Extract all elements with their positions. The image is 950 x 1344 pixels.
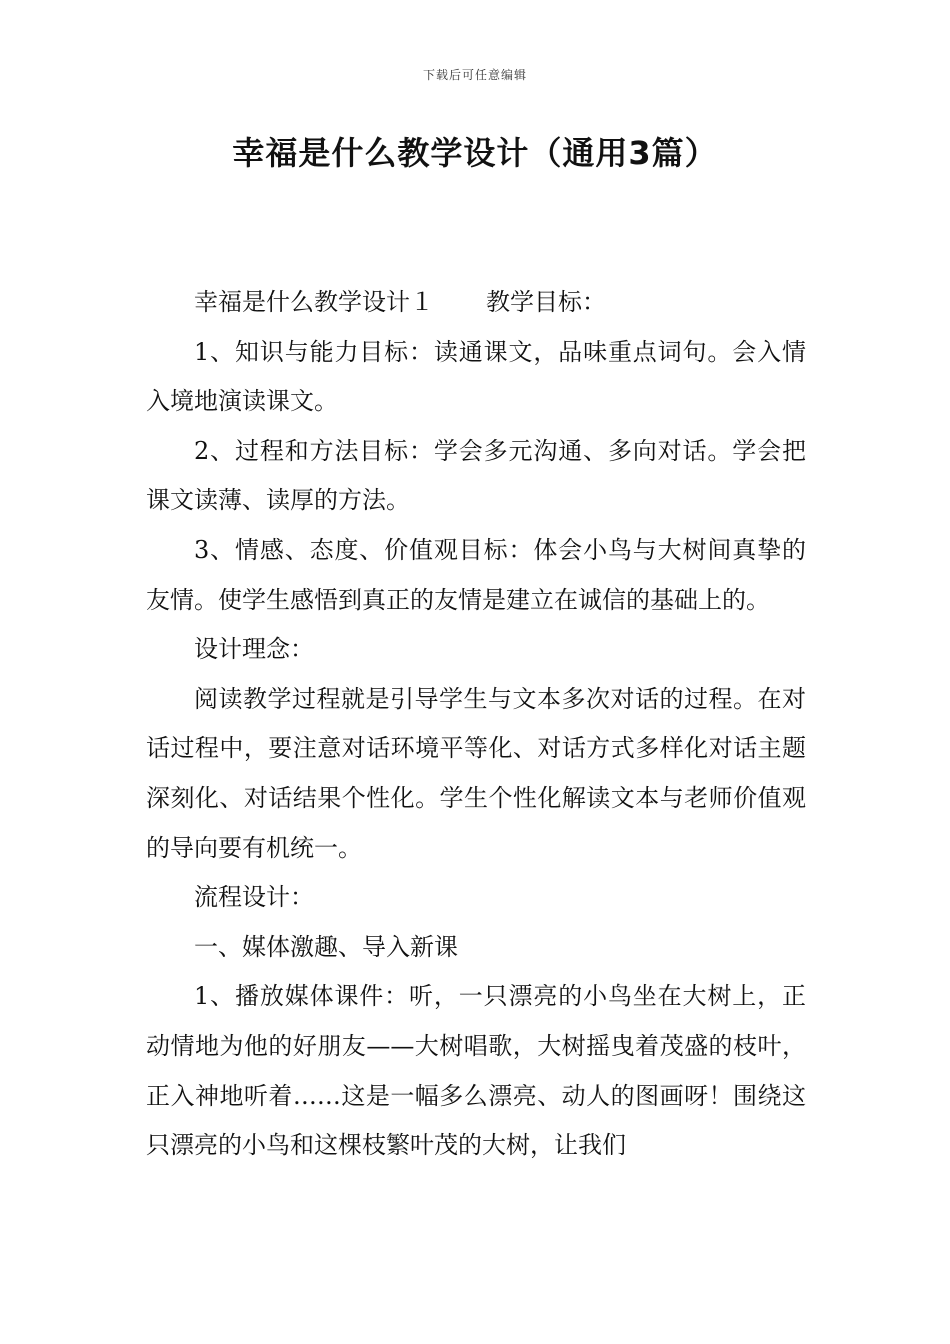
document-body [146,278,806,1171]
header-note: 下载后可任意编辑 [422,68,527,82]
flow-design-heading: 流程设计： [194,883,314,912]
step-one-paragraph: 1、播放媒体课件：听，一只漂亮的小鸟坐在大树上，正动情地为他的好朋友——大树唱歌，大树摇曳着茂盛的枝叶，正入神地听着……这是一幅多么漂亮、动人的图画呀！围绕这只漂亮的小鸟和这棵枝繁叶茂的大树，让我们 [146,982,806,1160]
step-one-heading: 一、媒体激趣、导入新课 [194,932,458,961]
design-concept-paragraph: 阅读教学过程就是引导学生与文本多次对话的过程。在对话过程中，要注意对话环境平等化、对话方式多样化对话主题深刻化、对话结果个性化。学生个性化解读文本与老师价值观的导向要有机统一。 [146,684,806,862]
design-concept-heading: 设计理念： [194,635,314,664]
goal-emotion-paragraph: 3、情感、态度、价值观目标：体会小鸟与大树间真挚的友情。使学生感悟到真正的友情是建立在诚信的基础上的。 [146,535,806,614]
section-heading: 幸福是什么教学设计１ [194,288,434,316]
goal-knowledge-paragraph: 1、知识与能力目标：读通课文，品味重点词句。会入情入境地演读课文。 [146,337,806,416]
goals-heading: 教学目标： [486,288,606,316]
section-heading-line [146,278,806,328]
document-title: 幸福是什么教学设计（通用3篇） [232,134,718,172]
goal-process-paragraph: 2、过程和方法目标：学会多元沟通、多向对话。学会把课文读薄、读厚的方法。 [146,436,806,515]
